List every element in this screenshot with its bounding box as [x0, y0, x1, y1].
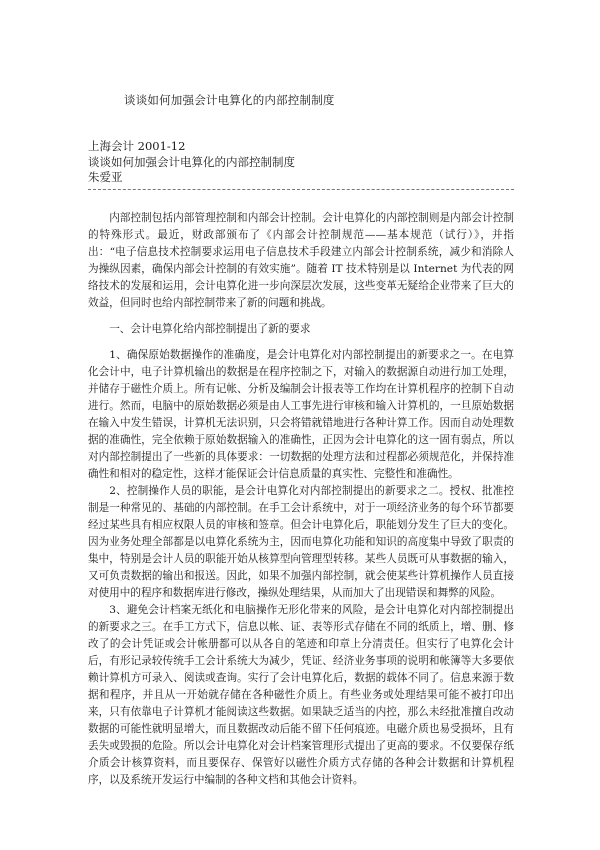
intro-paragraph: 内部控制包括内部管理控制和内部会计控制。会计电算化的内部控制则是内部会计控制的特殊形式。最近，财政部颁布了《内部会计控制规范——基本规范（试行）》，并指出：“电子信息技术控制要求运用电子信息技术手段建立内部会计控制系统，减少和消除人为操纵因素，确保内部会计控制的有效实施”。随着 IT 技术特别是以 Internet 为代表的网络技术的发展和运用，会计电算化进一步向深层次发展，这些变革无疑给企业带来了巨大的效益，但同时也给内部控制带来了新的问题和挑战。 [88, 212, 514, 309]
author-line: 朱爱亚 [88, 170, 123, 184]
document-title: 谈谈如何加强会计电算化的内部控制制度 [124, 93, 335, 107]
subtitle-line: 谈谈如何加强会计电算化的内部控制制度 [88, 154, 295, 169]
body-paragraph: 2、控制操作人员的职能，是会计电算化对内部控制提出的新要求之二。授权、批准控制是一种常见的、基础的内部控制。在手工会计系统中，对于一项经济业务的每个环节都要经过某些具有相应权限人员的审核和签章。但会计电算化后，职能划分发生了巨大的变化。因为业务处理全部都是以电算化系统为主，因而电算化功能和知识的高度集中导致了职责的集中，特别是会计人员的职能开始从核算型向管理型转移。某些人员既可从事数据的输入，又可负责数据的输出和报送。因此，如果不加强内部控制，就会使某些计算机操作人员直接对使用中的程序和数据库进行修改，操纵处理结果，从而加大了出现错误和舞弊的风险。 [88, 485, 514, 599]
document-meta [88, 139, 295, 186]
section-heading: 一、会计电算化给内部控制提出了新的要求 [109, 323, 311, 335]
source-line: 上海会计 2001-12 [88, 139, 186, 153]
article-body [88, 210, 514, 789]
dashed-divider [88, 189, 514, 190]
body-paragraph: 1、确保原始数据操作的准确度，是会计电算化对内部控制提出的新要求之一。在电算化会计中，电子计算机输出的数据是在程序控制之下，对输入的数据源自动进行加工处理，并储存于磁性介质上。所有记帐、分析及编制会计报表等工作均在计算机程序的控制下自动进行。然而，电脑中的原始数据必须是由人工事先进行审核和输入计算机的，一旦原始数据在输入中发生错误，计算机无法识别，只会将错就错地进行各种计算工作。因而自动处理数据的准确性，完全依赖于原始数据输入的准确性，正因为会计电算化的这一固有弱点，所以对内部控制提出了一些新的具体要求：一切数据的处理方法和过程都必须规范化，并保持准确性和相对的稳定性，这样才能保证会计信息质量的真实性、完整性和准确性。 [88, 349, 514, 480]
body-paragraph: 3、避免会计档案无纸化和电脑操作无形化带来的风险，是会计电算化对内部控制提出的新要求之三。在手工方式下，信息以帐、证、表等形式存储在不同的纸质上，增、删、修改了的会计凭证或会计帐册都可以从各自的笔迹和印章上分清责任。但实行了电算化会计后，有形记录较传统手工会计系统大为减少，凭证、经济业务事项的说明和帐簿等大多要依赖计算机方可录入、阅读或查询。实行了会计电算化后，数据的载体不同了。信息来源于数据和程序，并且从一开始就存储在各种磁性介质上。有些业务或处理结果可能不被打印出来，只有依靠电子计算机才能阅读这些数据。如果缺乏适当的内控，那么未经批准擅自改动数据的可能性就明显增大，而且数据改动后能不留下任何痕迹。电磁介质也易受损坏，且有丢失或毁损的危险。所以会计电算化对会计档案管理形式提出了更高的要求。不仅要保存纸介质会计核算资料，而且要保存、保管好以磁性介质方式存储的各种会计数据和计算机程序，以及系统开发运行中编制的各种文档和其他会计资料。 [88, 604, 514, 786]
